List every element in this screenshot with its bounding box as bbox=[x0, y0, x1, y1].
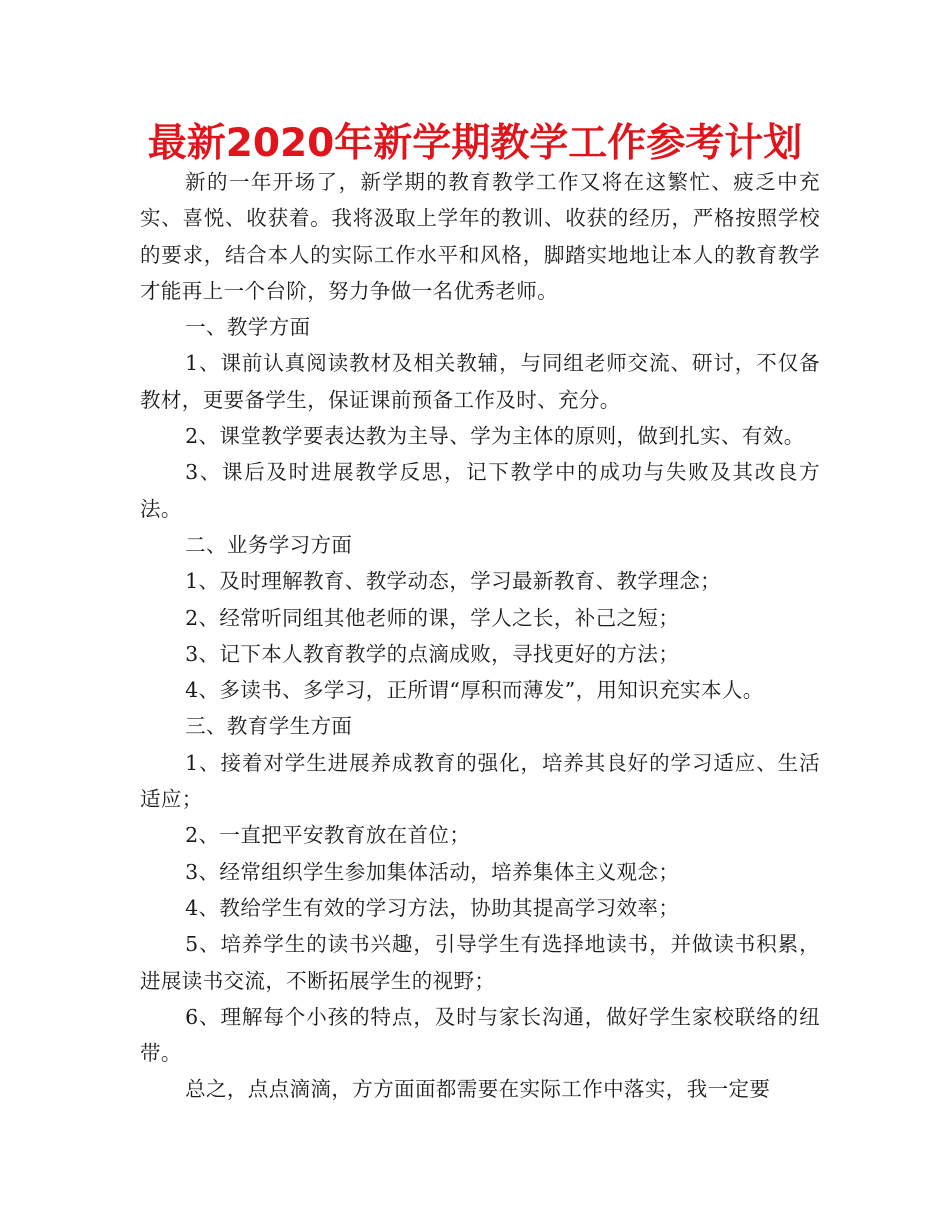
section-heading-teaching: 一、教学方面 bbox=[185, 315, 311, 340]
list-item: 1、及时理解教育、教学动态，学习最新教育、教学理念； bbox=[185, 569, 722, 594]
list-item: 3、记下本人教育教学的点滴成败，寻找更好的方法； bbox=[185, 641, 680, 666]
paragraph-conclusion: 总之，点点滴滴，方方面面都需要在实际工作中落实，我一定要 bbox=[185, 1077, 771, 1102]
list-item: 3、课后及时进展教学反思，记下教学中的成功与失败及其改良方法。 bbox=[140, 460, 820, 521]
list-item: 1、课前认真阅读教材及相关教辅，与同组老师交流、研讨，不仅备教材，更要备学生，保证课前预备工作及时、充分。 bbox=[140, 351, 820, 412]
list-item: 4、教给学生有效的学习方法，协助其提高学习效率； bbox=[185, 895, 680, 920]
document-title: 最新2020年新学期教学工作参考计划 bbox=[147, 121, 803, 166]
list-item: 4、多读书、多学习，正所谓“厚积而薄发”，用知识充实本人。 bbox=[185, 678, 764, 703]
document-body bbox=[140, 164, 820, 1108]
list-item: 1、接着对学生进展养成教育的强化，培养其良好的学习适应、生活适应； bbox=[140, 750, 820, 812]
section-heading-students: 三、教育学生方面 bbox=[185, 714, 353, 739]
list-item: 3、经常组织学生参加集体活动，培养集体主义观念； bbox=[185, 859, 680, 884]
section-heading-study: 二、业务学习方面 bbox=[185, 532, 353, 557]
list-item: 2、课堂教学要表达教为主导、学为主体的原则，做到扎实、有效。 bbox=[185, 424, 805, 449]
list-item: 6、理解每个小孩的特点，及时与家长沟通，做好学生家校联络的纽带。 bbox=[140, 1004, 820, 1066]
list-item: 2、一直把平安教育放在首位； bbox=[185, 823, 471, 848]
list-item: 2、经常听同组其他老师的课，学人之长，补己之短； bbox=[185, 605, 680, 630]
list-item: 5、培养学生的读书兴趣，引导学生有选择地读书，并做读书积累，进展读书交流，不断拓展学生的视野； bbox=[140, 932, 820, 993]
paragraph-intro: 新的一年开场了，新学期的教育教学工作又将在这繁忙、疲乏中充实、喜悦、收获着。我将汲取上学年的教训、收获的经历，严格按照学校的要求，结合本人的实际工作水平和风格，脚踏实地地让本人的教育教学才能再上一个台阶，努力争做一名优秀老师。 bbox=[140, 170, 820, 303]
